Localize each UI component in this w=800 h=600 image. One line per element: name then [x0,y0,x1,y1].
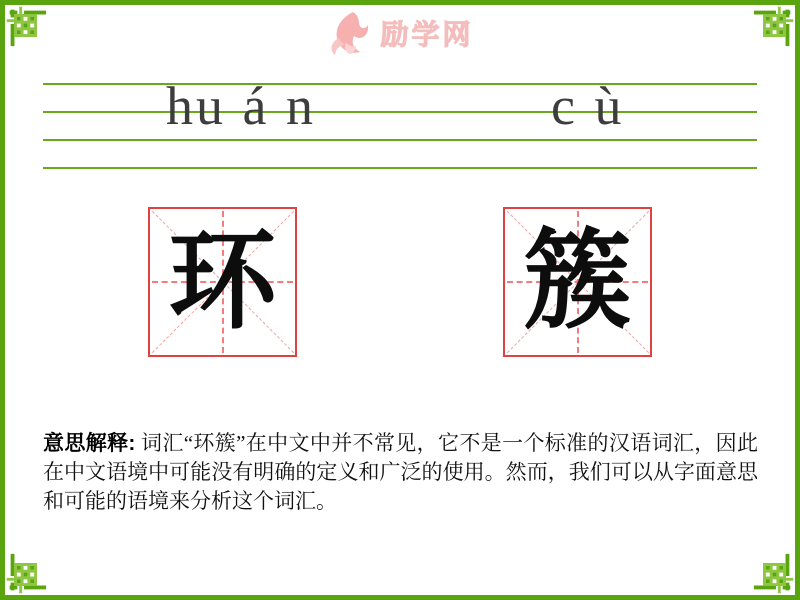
meaning-explanation [43,429,758,516]
character-cu: 簇 [523,219,632,344]
pinyin-grid-line [43,111,757,113]
pinyin-grid-line [43,83,757,85]
character-box-cu [503,207,652,357]
flame-icon [326,10,376,56]
pinyin-word-huan: hu á n [166,76,316,136]
pinyin-four-line-grid [43,83,757,169]
character-box-huan [148,207,297,357]
pinyin-word-cu: c ù [551,76,625,136]
character-huan: 环 [168,219,277,344]
pinyin-grid-line [43,139,757,141]
site-logo [0,10,800,56]
explanation-body: 词汇“环簇”在中文中并不常见，它不是一个标准的汉语词汇，因此在中文语境中可能没有明确的定义和广泛的使用。然而，我们可以从字面意思和可能的语境来分析这个词汇。 [43,431,758,513]
corner-ornament-icon [2,552,48,598]
explanation-label: 意思解释: [43,432,136,455]
pinyin-grid-line [43,167,757,169]
corner-ornament-icon [752,552,798,598]
site-logo-text: 励学网 [380,19,474,50]
